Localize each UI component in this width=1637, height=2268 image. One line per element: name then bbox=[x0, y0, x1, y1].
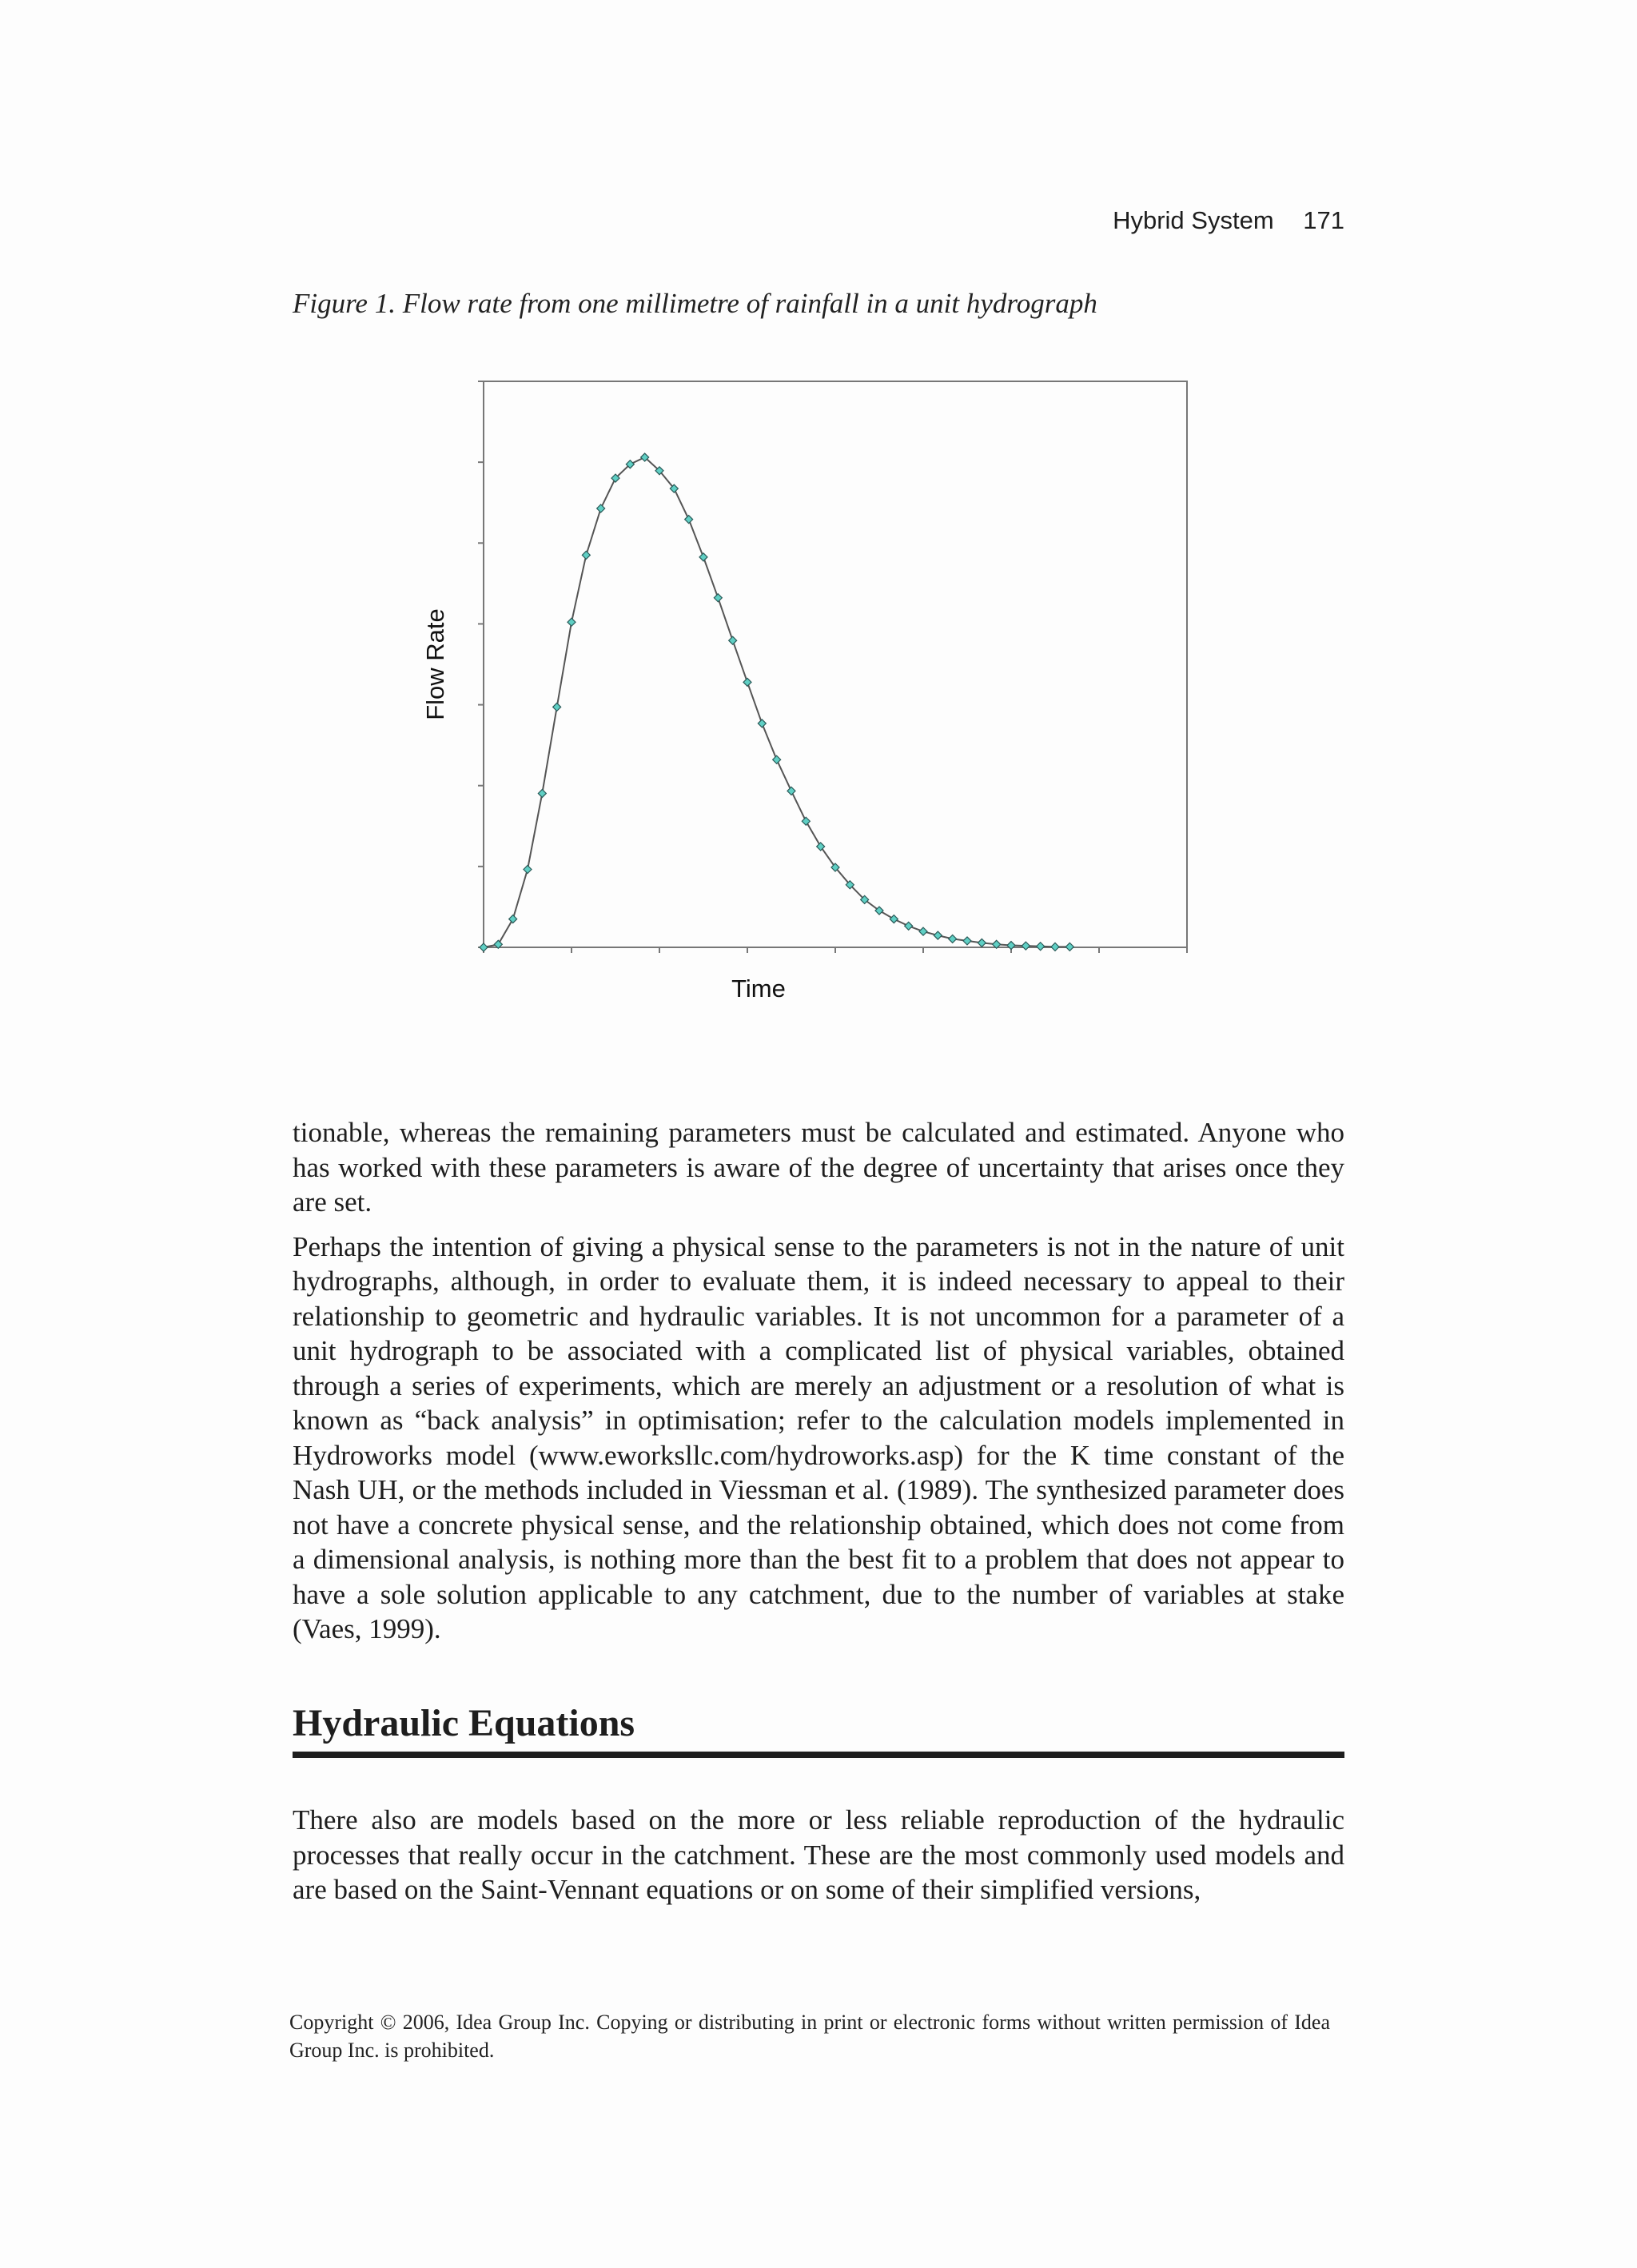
data-point-marker bbox=[743, 678, 751, 686]
data-point-marker bbox=[714, 594, 722, 602]
running-head bbox=[1113, 206, 1344, 235]
hydrograph-chart bbox=[400, 368, 1215, 1007]
data-point-marker bbox=[787, 787, 795, 795]
page-number: 171 bbox=[1303, 206, 1344, 234]
data-point-marker bbox=[729, 636, 737, 644]
hydrograph-chart-svg bbox=[400, 368, 1215, 1007]
data-point-marker bbox=[1007, 942, 1015, 950]
data-point-marker bbox=[963, 937, 971, 945]
data-point-marker bbox=[758, 719, 766, 727]
running-head-title: Hybrid System bbox=[1113, 206, 1274, 234]
data-point-marker bbox=[949, 935, 957, 943]
data-point-marker bbox=[919, 927, 927, 935]
data-point-marker bbox=[890, 915, 898, 923]
body-paragraph: Perhaps the intention of giving a physical sense to the parameters is not in the nature of unit hydrographs, although, in order to evaluate them, it is indeed necessary to appeal to their relationship to geometric and hydraulic variables. It is not uncommon for a parameter of a unit hydrograph to be associated with a complicated list of physical variables, obtained through a series of experiments, which are merely an adjustment or a resolution of what is known as “back analysis” in optimisation; refer to the calculation models implemented in Hydroworks model (www.eworksllc.com/hydroworks.asp) for the K time constant of the Nash UH, or the methods included in Viessman et al. (1989). The synthesized parameter does not have a concrete physical sense, and the relationship obtained, which does not come from a dimensional analysis, is nothing more than the best fit to a problem that does not appear to have a sole solution applicable to any catchment, due to the number of variables at stake (Vaes, 1999). bbox=[293, 1230, 1344, 1644]
data-point-marker bbox=[568, 618, 576, 626]
body-paragraphs-bottom bbox=[293, 1803, 1344, 1907]
data-point-marker bbox=[538, 789, 546, 797]
body-paragraph: tionable, whereas the remaining parameters must be calculated and estimated. Anyone who has worked with these parameters is aware of the degree of uncertainty that arises once they are set. bbox=[293, 1117, 1344, 1218]
data-point-marker bbox=[978, 939, 986, 947]
y-axis-label: Flow Rate bbox=[421, 608, 449, 720]
x-axis-label: Time bbox=[731, 975, 786, 1002]
body-paragraphs-top bbox=[293, 1115, 1344, 1647]
series-markers bbox=[480, 453, 1073, 951]
data-point-marker bbox=[773, 755, 781, 763]
section-heading: Hydraulic Equations bbox=[293, 1701, 1344, 1758]
y-axis-ticks bbox=[478, 381, 484, 947]
data-point-marker bbox=[1037, 943, 1045, 951]
body-paragraph: There also are models based on the more or less reliable reproduction of the hydraulic processes that really occur in the catchment. These are the most commonly used models and are based on the Saint-Vennant equations or on some of their simplified versions, bbox=[293, 1804, 1344, 1905]
figure-caption: Figure 1. Flow rate from one millimetre of rainfall in a unit hydrograph bbox=[293, 288, 1097, 319]
x-axis-ticks bbox=[484, 947, 1187, 953]
series-line bbox=[484, 457, 1069, 947]
data-point-marker bbox=[1022, 942, 1030, 950]
data-point-marker bbox=[597, 504, 605, 512]
plot-area-frame bbox=[484, 381, 1187, 947]
data-point-marker bbox=[802, 817, 810, 825]
data-point-marker bbox=[934, 931, 942, 939]
data-point-marker bbox=[553, 703, 561, 711]
data-point-marker bbox=[480, 943, 488, 951]
data-point-marker bbox=[685, 516, 693, 524]
data-point-marker bbox=[524, 865, 532, 873]
data-point-marker bbox=[1065, 943, 1073, 951]
data-point-marker bbox=[582, 551, 590, 559]
data-point-marker bbox=[1051, 943, 1059, 951]
copyright-notice: Copyright © 2006, Idea Group Inc. Copying or distributing in print or electronic forms without written permission of Idea Group Inc. is prohibited. bbox=[289, 2011, 1330, 2062]
data-point-marker bbox=[509, 915, 517, 923]
data-point-marker bbox=[905, 922, 913, 930]
data-point-marker bbox=[699, 553, 707, 561]
